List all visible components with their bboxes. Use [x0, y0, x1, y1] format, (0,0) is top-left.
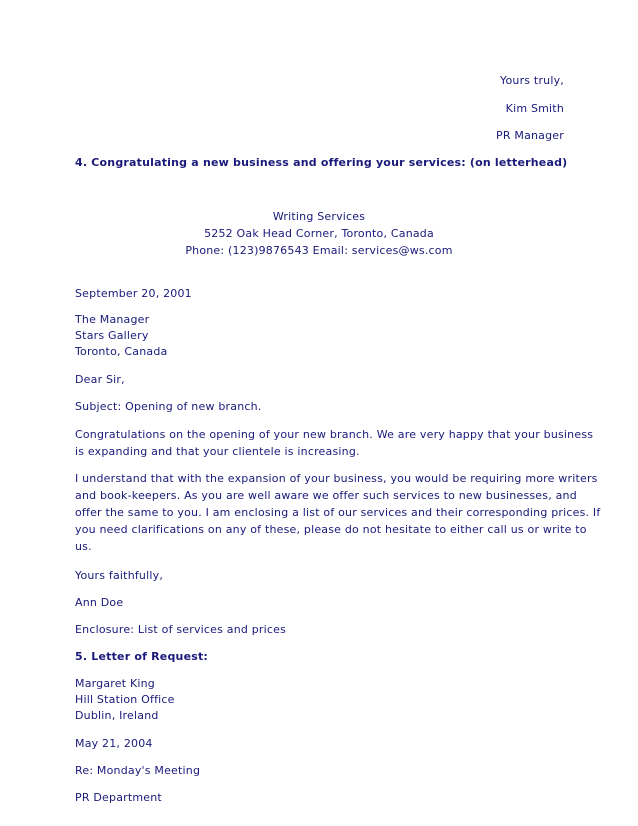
sender-line: Margaret King — [75, 677, 155, 690]
paragraph-line: and book-keepers. As you are well aware we offer such services to new businesses, and — [75, 489, 577, 502]
paragraph-line: Congratulations on the opening of your new branch. We are very happy that your business — [75, 428, 594, 441]
paragraph-line: I understand that with the expansion of your business, you would be requiring more writers — [75, 472, 598, 485]
closing-title: PR Manager — [496, 129, 564, 142]
department-line: PR Department — [75, 791, 162, 804]
section4-heading: 4. Congratulating a new business and offering your services: (on letterhead) — [75, 156, 568, 169]
paragraph-line: offer the same to you. I am enclosing a list of our services and their corresponding prices. If — [75, 506, 601, 519]
paragraph-congratulations — [75, 426, 594, 460]
sender-line: Hill Station Office — [75, 693, 175, 706]
letterhead-company: Writing Services — [272, 210, 366, 223]
paragraph-line: us. — [75, 540, 92, 553]
subject-line: Subject: Opening of new branch. — [75, 400, 262, 413]
section5-heading: 5. Letter of Request: — [75, 650, 209, 663]
valediction: Yours faithfully, — [75, 569, 164, 582]
paragraph-services — [75, 470, 601, 555]
paragraph-line: is expanding and that your clientele is increasing. — [75, 445, 360, 458]
recipient-line: Stars Gallery — [75, 329, 149, 342]
salutation: Dear Sir, — [75, 373, 125, 386]
re-line: Re: Monday's Meeting — [75, 764, 201, 777]
recipient-line: The Manager — [75, 313, 150, 326]
letter-date: September 20, 2001 — [75, 287, 192, 300]
recipient-line: Toronto, Canada — [75, 345, 168, 358]
closing-valediction: Yours truly, — [500, 74, 564, 87]
paragraph-line: you need clarifications on any of these, please do not hesitate to either call us or write to — [75, 523, 587, 536]
closing-name: Kim Smith — [505, 102, 564, 115]
sender-line: Dublin, Ireland — [75, 709, 159, 722]
signer-name: Ann Doe — [75, 596, 124, 609]
enclosure-line: Enclosure: List of services and prices — [75, 623, 287, 636]
letter-date: May 21, 2004 — [75, 737, 153, 750]
letterhead-contact: Phone: (123)9876543 Email: services@ws.com — [185, 244, 453, 257]
letterhead-address: 5252 Oak Head Corner, Toronto, Canada — [204, 227, 434, 240]
